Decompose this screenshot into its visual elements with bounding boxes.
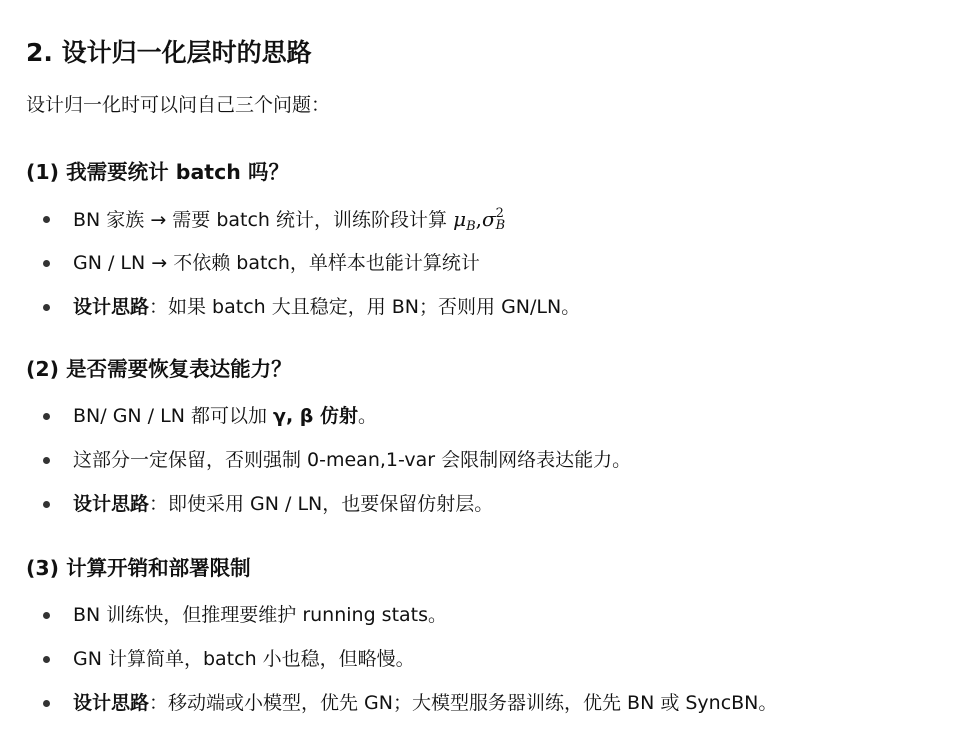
math-mu-sub: B (466, 219, 476, 234)
list-item (26, 593, 777, 637)
intro-text: 设计归一化时可以问自己三个问题： (26, 94, 331, 116)
item-text: BN 训练快，但推理要维护 running stats。 (73, 604, 448, 626)
subsection-title-2: (2) 是否需要恢复表达能力？ (26, 357, 292, 381)
list-item (26, 197, 580, 241)
bullet-dot (43, 612, 50, 619)
item-text: ：即使采用 GN / LN，也要保留仿射层。 (149, 493, 494, 515)
subsection-title-3: (3) 计算开销和部署限制 (26, 556, 251, 580)
item-bold-label: 设计思路 (73, 296, 150, 318)
bullet-list-1 (26, 197, 580, 329)
subsection-title-1: (1) 我需要统计 batch 吗？ (26, 160, 289, 184)
bullet-dot (43, 656, 50, 663)
list-item (26, 394, 631, 438)
bullet-dot (43, 501, 50, 508)
math-sigma-sup: 2 (495, 206, 504, 221)
item-text: BN/ GN / LN 都可以加 (73, 405, 267, 427)
item-text: BN 家族 → 需要 batch 统计，训练阶段计算 (73, 209, 448, 231)
list-item (26, 241, 580, 285)
math-mu: μ (453, 207, 467, 231)
math-sigma-sub: B (495, 218, 506, 233)
bullet-dot (43, 216, 50, 223)
item-text: ：移动端或小模型，优先 GN；大模型服务器训练，优先 BN 或 SyncBN。 (149, 692, 778, 714)
item-text-after: 。 (358, 405, 378, 427)
section-heading: 2. 设计归一化层时的思路 (26, 38, 312, 67)
item-text: ：如果 batch 大且稳定，用 BN；否则用 GN/LN。 (149, 296, 581, 318)
item-bold-label: 设计思路 (73, 493, 150, 515)
math-formula (453, 206, 506, 234)
bullet-list-3 (26, 593, 777, 725)
bullet-dot (43, 413, 50, 420)
bullet-dot (43, 304, 50, 311)
math-sigma-scripts (496, 208, 506, 232)
list-item (26, 438, 631, 482)
item-bold-label: 设计思路 (73, 692, 150, 714)
math-sigma: σ (481, 207, 496, 231)
bullet-dot (43, 457, 50, 464)
list-item (26, 482, 631, 526)
math-comma: , (475, 207, 482, 231)
bullet-list-2 (26, 394, 631, 526)
item-text: 这部分一定保留，否则强制 0-mean,1-var 会限制网络表达能力。 (73, 449, 632, 471)
list-item (26, 637, 777, 681)
item-text: GN / LN → 不依赖 batch，单样本也能计算统计 (73, 252, 480, 274)
bullet-dot (43, 700, 50, 707)
item-bold-suffix: γ, β 仿射 (273, 405, 358, 427)
list-item (26, 285, 580, 329)
list-item (26, 681, 777, 725)
bullet-dot (43, 260, 50, 267)
item-text: GN 计算简单，batch 小也稳，但略慢。 (73, 648, 415, 670)
